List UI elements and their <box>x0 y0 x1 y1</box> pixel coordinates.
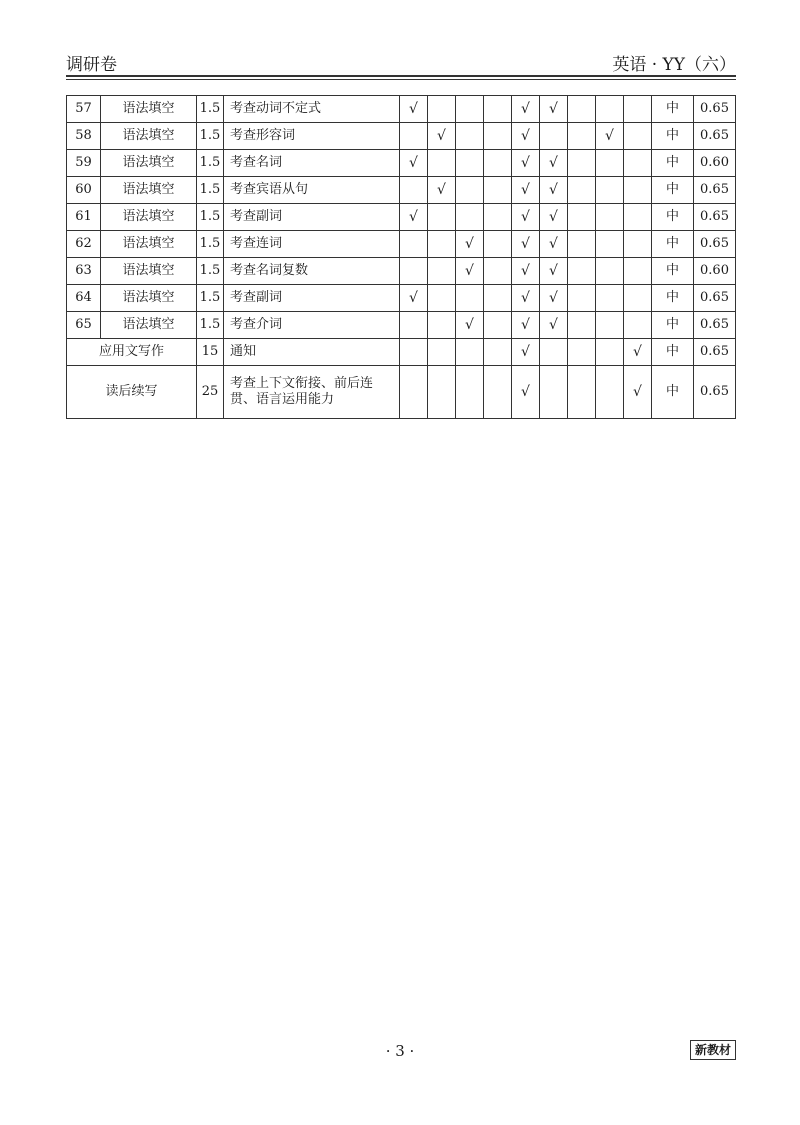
check-mark: √ <box>624 366 652 419</box>
mark-cell <box>428 339 456 366</box>
mark-cell <box>400 177 428 204</box>
mark-cell <box>596 204 624 231</box>
table-row <box>67 150 736 177</box>
mark-cell <box>456 177 484 204</box>
question-number: 61 <box>67 204 101 231</box>
mark-cell <box>596 96 624 123</box>
mark-cell <box>568 204 596 231</box>
question-score: 1.5 <box>197 150 224 177</box>
question-score: 1.5 <box>197 285 224 312</box>
question-number: 63 <box>67 258 101 285</box>
question-description: 考查副词 <box>224 204 400 231</box>
check-mark: √ <box>456 258 484 285</box>
question-type: 语法填空 <box>101 96 197 123</box>
header-rule-thick <box>66 75 736 77</box>
mark-cell <box>456 204 484 231</box>
difficulty-value: 0.65 <box>694 231 736 258</box>
mark-cell <box>596 177 624 204</box>
check-mark: √ <box>428 123 456 150</box>
mark-cell <box>456 123 484 150</box>
difficulty-value: 0.60 <box>694 150 736 177</box>
mark-cell <box>568 366 596 419</box>
question-score: 15 <box>197 339 224 366</box>
check-mark: √ <box>540 96 568 123</box>
mark-cell <box>624 96 652 123</box>
mark-cell <box>596 312 624 339</box>
difficulty-level: 中 <box>652 96 694 123</box>
question-description: 考查名词复数 <box>224 258 400 285</box>
question-type: 语法填空 <box>101 150 197 177</box>
mark-cell <box>568 258 596 285</box>
check-mark: √ <box>624 339 652 366</box>
question-type: 语法填空 <box>101 258 197 285</box>
check-mark: √ <box>512 204 540 231</box>
table-row <box>67 123 736 150</box>
question-score: 1.5 <box>197 96 224 123</box>
mark-cell <box>568 123 596 150</box>
mark-cell <box>456 96 484 123</box>
analysis-table <box>66 95 736 419</box>
mark-cell <box>624 177 652 204</box>
table-row <box>67 258 736 285</box>
mark-cell <box>456 150 484 177</box>
question-description: 考查上下文衔接、前后连贯、语言运用能力 <box>224 366 400 419</box>
check-mark: √ <box>400 150 428 177</box>
question-description: 通知 <box>224 339 400 366</box>
mark-cell <box>568 285 596 312</box>
question-type: 语法填空 <box>101 123 197 150</box>
mark-cell <box>484 123 512 150</box>
question-number: 57 <box>67 96 101 123</box>
mark-cell <box>428 96 456 123</box>
mark-cell <box>624 312 652 339</box>
page-header <box>66 50 736 75</box>
check-mark: √ <box>540 258 568 285</box>
check-mark: √ <box>540 285 568 312</box>
mark-cell <box>568 177 596 204</box>
mark-cell <box>484 150 512 177</box>
header-right-title: 英语 · YY（六） <box>612 55 736 75</box>
mark-cell <box>484 312 512 339</box>
question-score: 1.5 <box>197 123 224 150</box>
question-description: 考查名词 <box>224 150 400 177</box>
mark-cell <box>596 150 624 177</box>
difficulty-level: 中 <box>652 231 694 258</box>
difficulty-value: 0.65 <box>694 204 736 231</box>
mark-cell <box>624 204 652 231</box>
difficulty-level: 中 <box>652 204 694 231</box>
difficulty-value: 0.65 <box>694 96 736 123</box>
check-mark: √ <box>512 150 540 177</box>
mark-cell <box>540 339 568 366</box>
mark-cell <box>400 258 428 285</box>
mark-cell <box>484 258 512 285</box>
check-mark: √ <box>512 285 540 312</box>
mark-cell <box>484 177 512 204</box>
question-type: 语法填空 <box>101 312 197 339</box>
mark-cell <box>540 366 568 419</box>
mark-cell <box>624 285 652 312</box>
check-mark: √ <box>540 204 568 231</box>
mark-cell <box>568 231 596 258</box>
question-score: 1.5 <box>197 258 224 285</box>
mark-cell <box>400 231 428 258</box>
difficulty-value: 0.65 <box>694 177 736 204</box>
table-row <box>67 285 736 312</box>
difficulty-value: 0.65 <box>694 123 736 150</box>
mark-cell <box>484 366 512 419</box>
header-rule-thin <box>66 79 736 80</box>
table-row <box>67 177 736 204</box>
check-mark: √ <box>540 177 568 204</box>
mark-cell <box>400 123 428 150</box>
mark-cell <box>568 339 596 366</box>
check-mark: √ <box>456 312 484 339</box>
question-description: 考查介词 <box>224 312 400 339</box>
table-row <box>67 339 736 366</box>
header-left-title: 调研卷 <box>66 55 117 75</box>
question-number: 65 <box>67 312 101 339</box>
mark-cell <box>540 123 568 150</box>
check-mark: √ <box>428 177 456 204</box>
question-type: 语法填空 <box>101 204 197 231</box>
mark-cell <box>568 150 596 177</box>
check-mark: √ <box>596 123 624 150</box>
question-score: 1.5 <box>197 177 224 204</box>
mark-cell <box>400 312 428 339</box>
question-description: 考查宾语从句 <box>224 177 400 204</box>
mark-cell <box>428 150 456 177</box>
question-number: 64 <box>67 285 101 312</box>
question-number: 58 <box>67 123 101 150</box>
check-mark: √ <box>512 366 540 419</box>
question-number: 59 <box>67 150 101 177</box>
table-row <box>67 204 736 231</box>
question-score: 25 <box>197 366 224 419</box>
check-mark: √ <box>400 204 428 231</box>
mark-cell <box>596 366 624 419</box>
question-description: 考查副词 <box>224 285 400 312</box>
edition-badge: 新教材 <box>690 1040 736 1060</box>
mark-cell <box>596 339 624 366</box>
question-type: 语法填空 <box>101 285 197 312</box>
check-mark: √ <box>540 231 568 258</box>
mark-cell <box>456 366 484 419</box>
mark-cell <box>624 123 652 150</box>
mark-cell <box>456 339 484 366</box>
mark-cell <box>484 231 512 258</box>
difficulty-level: 中 <box>652 312 694 339</box>
mark-cell <box>568 312 596 339</box>
mark-cell <box>568 96 596 123</box>
mark-cell <box>428 204 456 231</box>
mark-cell <box>484 339 512 366</box>
question-type: 语法填空 <box>101 231 197 258</box>
mark-cell <box>596 258 624 285</box>
mark-cell <box>484 204 512 231</box>
mark-cell <box>400 339 428 366</box>
mark-cell <box>624 231 652 258</box>
question-type: 语法填空 <box>101 177 197 204</box>
question-description: 考查连词 <box>224 231 400 258</box>
difficulty-level: 中 <box>652 150 694 177</box>
page-number: · 3 · <box>385 1042 415 1060</box>
table-row <box>67 312 736 339</box>
difficulty-level: 中 <box>652 285 694 312</box>
question-description: 考查形容词 <box>224 123 400 150</box>
check-mark: √ <box>456 231 484 258</box>
question-type: 应用文写作 <box>67 339 197 366</box>
difficulty-value: 0.65 <box>694 339 736 366</box>
mark-cell <box>456 285 484 312</box>
check-mark: √ <box>512 96 540 123</box>
question-score: 1.5 <box>197 204 224 231</box>
mark-cell <box>428 285 456 312</box>
question-number: 60 <box>67 177 101 204</box>
check-mark: √ <box>512 177 540 204</box>
table-row <box>67 96 736 123</box>
difficulty-level: 中 <box>652 339 694 366</box>
check-mark: √ <box>512 312 540 339</box>
check-mark: √ <box>400 96 428 123</box>
check-mark: √ <box>512 231 540 258</box>
difficulty-value: 0.60 <box>694 258 736 285</box>
mark-cell <box>400 366 428 419</box>
difficulty-level: 中 <box>652 366 694 419</box>
check-mark: √ <box>540 150 568 177</box>
question-number: 62 <box>67 231 101 258</box>
question-type: 读后续写 <box>67 366 197 419</box>
question-score: 1.5 <box>197 312 224 339</box>
mark-cell <box>428 312 456 339</box>
check-mark: √ <box>512 123 540 150</box>
mark-cell <box>484 96 512 123</box>
table-row <box>67 366 736 419</box>
check-mark: √ <box>400 285 428 312</box>
mark-cell <box>624 258 652 285</box>
question-description: 考查动词不定式 <box>224 96 400 123</box>
mark-cell <box>596 285 624 312</box>
difficulty-level: 中 <box>652 123 694 150</box>
mark-cell <box>624 150 652 177</box>
mark-cell <box>484 285 512 312</box>
difficulty-level: 中 <box>652 177 694 204</box>
mark-cell <box>428 258 456 285</box>
difficulty-value: 0.65 <box>694 366 736 419</box>
difficulty-value: 0.65 <box>694 312 736 339</box>
check-mark: √ <box>512 339 540 366</box>
check-mark: √ <box>540 312 568 339</box>
difficulty-value: 0.65 <box>694 285 736 312</box>
difficulty-level: 中 <box>652 258 694 285</box>
mark-cell <box>428 231 456 258</box>
question-score: 1.5 <box>197 231 224 258</box>
mark-cell <box>596 231 624 258</box>
table-row <box>67 231 736 258</box>
mark-cell <box>428 366 456 419</box>
check-mark: √ <box>512 258 540 285</box>
